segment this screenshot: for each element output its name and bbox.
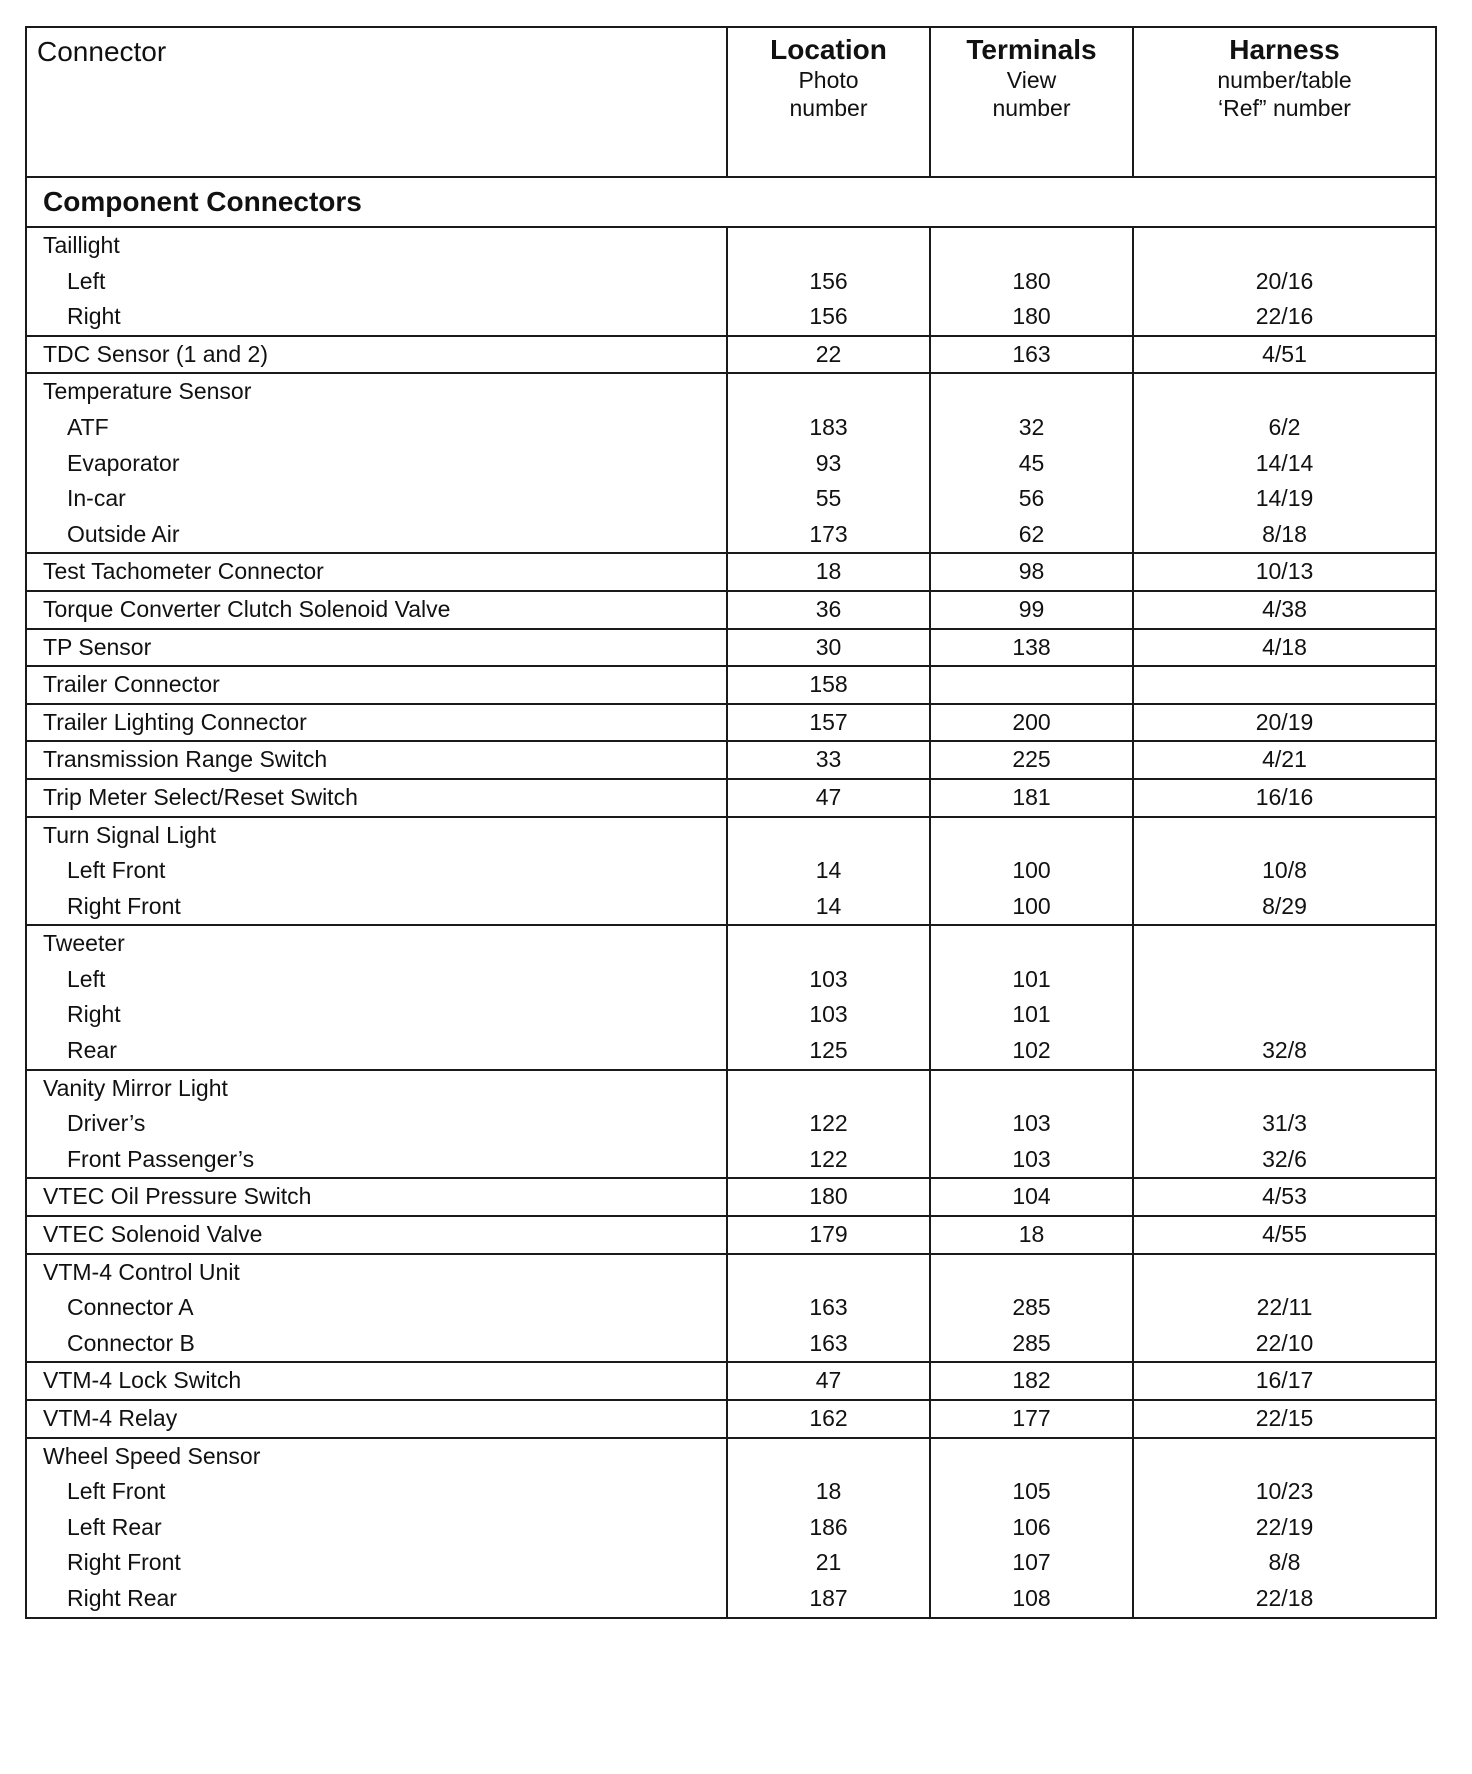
location-value: 103 bbox=[809, 965, 848, 992]
table-row bbox=[26, 1216, 1436, 1254]
table-row bbox=[26, 1362, 1436, 1400]
harness-cell bbox=[1133, 779, 1436, 817]
terminals-value: 180 bbox=[1012, 267, 1051, 294]
terminals-value: 99 bbox=[1018, 595, 1045, 622]
location-value: 156 bbox=[809, 303, 848, 330]
terminals-cell bbox=[930, 629, 1133, 667]
location-value: 163 bbox=[809, 1294, 848, 1321]
harness-value: 32/6 bbox=[1262, 1145, 1307, 1172]
harness-value: 20/19 bbox=[1255, 708, 1314, 735]
location-value: 162 bbox=[809, 1405, 848, 1431]
group-title: Tweeter bbox=[43, 930, 125, 957]
location-value: 47 bbox=[815, 1367, 842, 1394]
row-label: Right Rear bbox=[67, 1584, 177, 1611]
harness-value: 10/13 bbox=[1255, 558, 1314, 585]
harness-value: 8/18 bbox=[1262, 520, 1307, 547]
location-cell bbox=[727, 925, 930, 1069]
table-row bbox=[26, 817, 1436, 926]
harness-value bbox=[1134, 962, 1435, 998]
terminals-value: 101 bbox=[1012, 1001, 1051, 1028]
location-value: 93 bbox=[815, 449, 842, 476]
spacer-line bbox=[728, 1071, 929, 1107]
harness-cell bbox=[1133, 591, 1436, 629]
harness-value: 10/23 bbox=[1255, 1478, 1314, 1505]
harness-value: 16/17 bbox=[1255, 1367, 1314, 1394]
harness-value: 6/2 bbox=[1268, 413, 1301, 440]
location-value: 180 bbox=[809, 1183, 848, 1210]
location-value: 33 bbox=[815, 746, 842, 773]
spacer-line bbox=[931, 228, 1132, 264]
connector-cell bbox=[26, 741, 727, 779]
row-label: TP Sensor bbox=[43, 633, 152, 660]
row-label: VTEC Solenoid Valve bbox=[43, 1221, 263, 1248]
location-cell bbox=[727, 1362, 930, 1400]
harness-value: 8/8 bbox=[1268, 1549, 1301, 1576]
row-label: ATF bbox=[67, 413, 109, 440]
terminals-cell bbox=[930, 704, 1133, 742]
location-cell bbox=[727, 591, 930, 629]
row-label: Left Rear bbox=[67, 1513, 162, 1540]
terminals-value: 105 bbox=[1012, 1478, 1051, 1505]
table-row bbox=[26, 336, 1436, 374]
location-cell bbox=[727, 336, 930, 374]
harness-cell bbox=[1133, 336, 1436, 374]
harness-value: 22/16 bbox=[1255, 303, 1314, 330]
location-cell bbox=[727, 666, 930, 704]
group-title: Wheel Speed Sensor bbox=[43, 1442, 261, 1469]
terminals-value: 177 bbox=[1012, 1405, 1051, 1431]
location-cell bbox=[727, 373, 930, 553]
location-cell bbox=[727, 817, 930, 926]
connector-cell bbox=[26, 704, 727, 742]
table-row bbox=[26, 1438, 1436, 1618]
spacer-line bbox=[931, 1439, 1132, 1475]
terminals-cell bbox=[930, 741, 1133, 779]
spacer-line bbox=[931, 374, 1132, 410]
row-label: VTEC Oil Pressure Switch bbox=[43, 1183, 312, 1210]
harness-value: 14/14 bbox=[1255, 449, 1314, 476]
harness-cell bbox=[1133, 553, 1436, 591]
location-cell bbox=[727, 227, 930, 336]
connector-table bbox=[25, 26, 1437, 1619]
terminals-value: 103 bbox=[1012, 1110, 1051, 1137]
terminals-cell bbox=[930, 1362, 1133, 1400]
location-value: 103 bbox=[809, 1001, 848, 1028]
connector-cell bbox=[26, 1362, 727, 1400]
spacer-line bbox=[1134, 926, 1435, 962]
location-value: 179 bbox=[809, 1221, 848, 1248]
location-cell bbox=[727, 1400, 930, 1438]
location-value: 47 bbox=[815, 783, 842, 810]
location-cell bbox=[727, 1070, 930, 1179]
row-label: Trailer Lighting Connector bbox=[43, 708, 307, 735]
location-cell bbox=[727, 1254, 930, 1363]
spacer-line bbox=[728, 374, 929, 410]
row-label: Connector B bbox=[67, 1329, 195, 1356]
terminals-cell bbox=[930, 666, 1133, 704]
harness-value: 4/21 bbox=[1262, 746, 1307, 773]
terminals-cell bbox=[930, 336, 1133, 374]
header-connector: Connector bbox=[26, 27, 727, 177]
connector-cell bbox=[26, 629, 727, 667]
row-label: Left Front bbox=[67, 1478, 166, 1505]
connector-cell bbox=[26, 373, 727, 553]
terminals-value: 102 bbox=[1012, 1037, 1051, 1064]
table-row bbox=[26, 925, 1436, 1069]
spacer-line bbox=[931, 1071, 1132, 1107]
terminals-value: 106 bbox=[1012, 1513, 1051, 1540]
location-cell bbox=[727, 629, 930, 667]
harness-value: 16/16 bbox=[1255, 783, 1314, 810]
header-terminals-title: Terminals bbox=[966, 34, 1097, 65]
location-value: 18 bbox=[815, 558, 842, 585]
location-value: 14 bbox=[815, 857, 842, 884]
row-label: Torque Converter Clutch Solenoid Valve bbox=[43, 595, 451, 622]
harness-cell bbox=[1133, 817, 1436, 926]
terminals-cell bbox=[930, 591, 1133, 629]
spacer-line bbox=[1134, 1439, 1435, 1475]
location-value: 22 bbox=[815, 340, 842, 367]
row-label: Front Passenger’s bbox=[67, 1145, 255, 1172]
harness-value: 22/10 bbox=[1255, 1329, 1314, 1356]
row-label: Test Tachometer Connector bbox=[43, 558, 324, 585]
spacer-line bbox=[728, 926, 929, 962]
terminals-value: 200 bbox=[1012, 708, 1051, 735]
connector-cell bbox=[26, 1438, 727, 1618]
table-row bbox=[26, 373, 1436, 553]
terminals-value: 182 bbox=[1012, 1367, 1051, 1394]
spacer-line bbox=[1134, 228, 1435, 264]
terminals-cell bbox=[930, 817, 1133, 926]
table-row bbox=[26, 1178, 1436, 1216]
table-row bbox=[26, 629, 1436, 667]
row-label: In-car bbox=[67, 485, 126, 512]
location-value: 122 bbox=[809, 1110, 848, 1137]
terminals-cell bbox=[930, 1254, 1133, 1363]
terminals-cell bbox=[930, 227, 1133, 336]
table-row bbox=[26, 666, 1436, 704]
location-cell bbox=[727, 1178, 930, 1216]
harness-value: 22/15 bbox=[1255, 1405, 1314, 1431]
table-row bbox=[26, 227, 1436, 336]
group-title: Turn Signal Light bbox=[43, 821, 217, 848]
harness-cell bbox=[1133, 1216, 1436, 1254]
table-row bbox=[26, 704, 1436, 742]
connector-cell bbox=[26, 591, 727, 629]
location-value: 157 bbox=[809, 708, 848, 735]
location-value: 125 bbox=[809, 1037, 848, 1064]
harness-cell bbox=[1133, 1178, 1436, 1216]
row-label: Right bbox=[67, 303, 121, 330]
harness-value: 4/18 bbox=[1262, 633, 1307, 660]
terminals-value: 100 bbox=[1012, 857, 1051, 884]
harness-value: 4/55 bbox=[1262, 1221, 1307, 1248]
row-label: Trailer Connector bbox=[43, 671, 220, 698]
harness-value: 22/18 bbox=[1255, 1584, 1314, 1611]
terminals-value: 285 bbox=[1012, 1329, 1051, 1356]
terminals-cell bbox=[930, 1216, 1133, 1254]
terminals-value: 32 bbox=[1018, 413, 1045, 440]
terminals-value: 181 bbox=[1012, 783, 1051, 810]
harness-cell bbox=[1133, 666, 1436, 704]
terminals-value: 18 bbox=[1018, 1221, 1045, 1248]
header-location bbox=[727, 27, 930, 177]
location-cell bbox=[727, 779, 930, 817]
terminals-cell bbox=[930, 925, 1133, 1069]
location-value: 156 bbox=[809, 267, 848, 294]
terminals-value: 100 bbox=[1012, 892, 1051, 919]
terminals-value: 225 bbox=[1012, 746, 1051, 773]
harness-value: 32/8 bbox=[1262, 1037, 1307, 1064]
harness-cell bbox=[1133, 227, 1436, 336]
connector-cell bbox=[26, 817, 727, 926]
spacer-line bbox=[728, 1255, 929, 1291]
location-cell bbox=[727, 741, 930, 779]
harness-value: 22/19 bbox=[1255, 1513, 1314, 1540]
terminals-value: 285 bbox=[1012, 1294, 1051, 1321]
spacer-line bbox=[1134, 374, 1435, 410]
terminals-cell bbox=[930, 779, 1133, 817]
terminals-value: 138 bbox=[1012, 633, 1051, 660]
terminals-value: 104 bbox=[1012, 1183, 1051, 1210]
terminals-cell bbox=[930, 553, 1133, 591]
group-title: Taillight bbox=[43, 232, 120, 258]
terminals-cell bbox=[930, 1178, 1133, 1216]
connector-cell bbox=[26, 553, 727, 591]
location-value: 30 bbox=[815, 633, 842, 660]
terminals-cell bbox=[930, 1070, 1133, 1179]
connector-cell bbox=[26, 666, 727, 704]
table-row bbox=[26, 553, 1436, 591]
spacer-line bbox=[1134, 818, 1435, 854]
location-value: 18 bbox=[815, 1478, 842, 1505]
header-harness-sub1: number/table bbox=[1217, 67, 1352, 93]
terminals-cell bbox=[930, 373, 1133, 553]
header-harness-title: Harness bbox=[1229, 34, 1340, 65]
harness-cell bbox=[1133, 1070, 1436, 1179]
connector-cell bbox=[26, 1070, 727, 1179]
row-label: Left bbox=[67, 965, 106, 992]
table-row bbox=[26, 779, 1436, 817]
location-value: 36 bbox=[815, 595, 842, 622]
harness-value: 22/11 bbox=[1256, 1294, 1313, 1321]
row-label: Driver’s bbox=[67, 1110, 146, 1137]
harness-cell bbox=[1133, 1438, 1436, 1618]
row-label: Left bbox=[67, 267, 106, 294]
spacer-line bbox=[728, 818, 929, 854]
header-terminals-sub2: number bbox=[992, 95, 1071, 121]
harness-cell bbox=[1133, 741, 1436, 779]
row-label: Connector A bbox=[67, 1294, 194, 1321]
header-location-sub1: Photo bbox=[798, 67, 859, 93]
location-value: 187 bbox=[809, 1584, 848, 1611]
harness-cell bbox=[1133, 704, 1436, 742]
location-value: 186 bbox=[809, 1513, 848, 1540]
header-terminals bbox=[930, 27, 1133, 177]
location-cell bbox=[727, 704, 930, 742]
row-label: Trip Meter Select/Reset Switch bbox=[43, 783, 358, 810]
group-title: VTM-4 Control Unit bbox=[43, 1258, 240, 1285]
terminals-value: 103 bbox=[1012, 1145, 1051, 1172]
section-row bbox=[26, 177, 1436, 227]
harness-value bbox=[1134, 667, 1435, 703]
table-row bbox=[26, 591, 1436, 629]
terminals-value: 98 bbox=[1018, 558, 1045, 585]
location-value: 183 bbox=[809, 413, 848, 440]
header-harness bbox=[1133, 27, 1436, 177]
group-title: Vanity Mirror Light bbox=[43, 1074, 228, 1101]
row-label: Evaporator bbox=[67, 449, 180, 476]
header-terminals-sub1: View bbox=[1006, 67, 1057, 93]
location-cell bbox=[727, 1438, 930, 1618]
row-label: TDC Sensor (1 and 2) bbox=[43, 340, 268, 367]
harness-value: 10/8 bbox=[1262, 857, 1307, 884]
spacer-line bbox=[931, 926, 1132, 962]
row-label: Left Front bbox=[67, 857, 166, 884]
row-label: VTM-4 Lock Switch bbox=[43, 1367, 242, 1394]
harness-cell bbox=[1133, 925, 1436, 1069]
location-value: 55 bbox=[815, 485, 842, 512]
spacer-line bbox=[728, 1439, 929, 1475]
connector-cell bbox=[26, 779, 727, 817]
row-label: Right Front bbox=[67, 892, 181, 919]
row-label: Rear bbox=[67, 1037, 117, 1064]
harness-cell bbox=[1133, 629, 1436, 667]
harness-cell bbox=[1133, 1254, 1436, 1363]
row-label: VTM-4 Relay bbox=[43, 1405, 178, 1431]
harness-value: 31/3 bbox=[1262, 1110, 1307, 1137]
location-cell bbox=[727, 1216, 930, 1254]
connector-cell bbox=[26, 1216, 727, 1254]
terminals-value: 107 bbox=[1012, 1549, 1051, 1576]
row-label: Transmission Range Switch bbox=[43, 746, 328, 773]
terminals-value: 45 bbox=[1018, 449, 1045, 476]
spacer-line bbox=[931, 1255, 1132, 1291]
harness-value bbox=[1134, 997, 1435, 1033]
connector-cell bbox=[26, 925, 727, 1069]
terminals-value: 180 bbox=[1012, 303, 1051, 330]
header-harness-sub2: ‘Ref” number bbox=[1218, 95, 1351, 121]
harness-value: 4/51 bbox=[1262, 340, 1307, 367]
location-value: 122 bbox=[809, 1145, 848, 1172]
header-location-title: Location bbox=[770, 34, 887, 65]
spacer-line bbox=[1134, 1071, 1435, 1107]
header-location-sub2: number bbox=[789, 95, 868, 121]
row-label: Right Front bbox=[67, 1549, 181, 1576]
terminals-value: 163 bbox=[1012, 340, 1051, 367]
location-value: 14 bbox=[815, 892, 842, 919]
harness-value: 8/29 bbox=[1262, 892, 1307, 919]
table-row bbox=[26, 1400, 1436, 1438]
section-title: Component Connectors bbox=[26, 177, 1436, 227]
terminals-value bbox=[931, 667, 1132, 703]
harness-value: 4/38 bbox=[1262, 595, 1307, 622]
location-value: 163 bbox=[809, 1329, 848, 1356]
harness-value: 14/19 bbox=[1255, 485, 1314, 512]
harness-value: 20/16 bbox=[1255, 267, 1314, 294]
location-value: 158 bbox=[809, 671, 848, 698]
connector-cell bbox=[26, 1178, 727, 1216]
harness-cell bbox=[1133, 373, 1436, 553]
terminals-cell bbox=[930, 1438, 1133, 1618]
table-row bbox=[26, 741, 1436, 779]
harness-value: 4/53 bbox=[1262, 1183, 1307, 1210]
terminals-value: 101 bbox=[1012, 965, 1051, 992]
spacer-line bbox=[931, 818, 1132, 854]
table-header-row bbox=[26, 27, 1436, 177]
terminals-cell bbox=[930, 1400, 1133, 1438]
connector-cell bbox=[26, 227, 727, 336]
spacer-line bbox=[728, 228, 929, 264]
row-label: Outside Air bbox=[67, 520, 180, 547]
location-value: 173 bbox=[809, 520, 848, 547]
connector-cell bbox=[26, 1400, 727, 1438]
spacer-line bbox=[1134, 1255, 1435, 1291]
location-value: 21 bbox=[815, 1549, 842, 1576]
location-cell bbox=[727, 553, 930, 591]
harness-cell bbox=[1133, 1400, 1436, 1438]
terminals-value: 108 bbox=[1012, 1584, 1051, 1611]
connector-cell bbox=[26, 336, 727, 374]
terminals-value: 62 bbox=[1018, 520, 1045, 547]
table-row bbox=[26, 1070, 1436, 1179]
connector-cell bbox=[26, 1254, 727, 1363]
row-label: Right bbox=[67, 1001, 121, 1028]
table-row bbox=[26, 1254, 1436, 1363]
harness-cell bbox=[1133, 1362, 1436, 1400]
group-title: Temperature Sensor bbox=[43, 378, 252, 405]
terminals-value: 56 bbox=[1018, 485, 1045, 512]
